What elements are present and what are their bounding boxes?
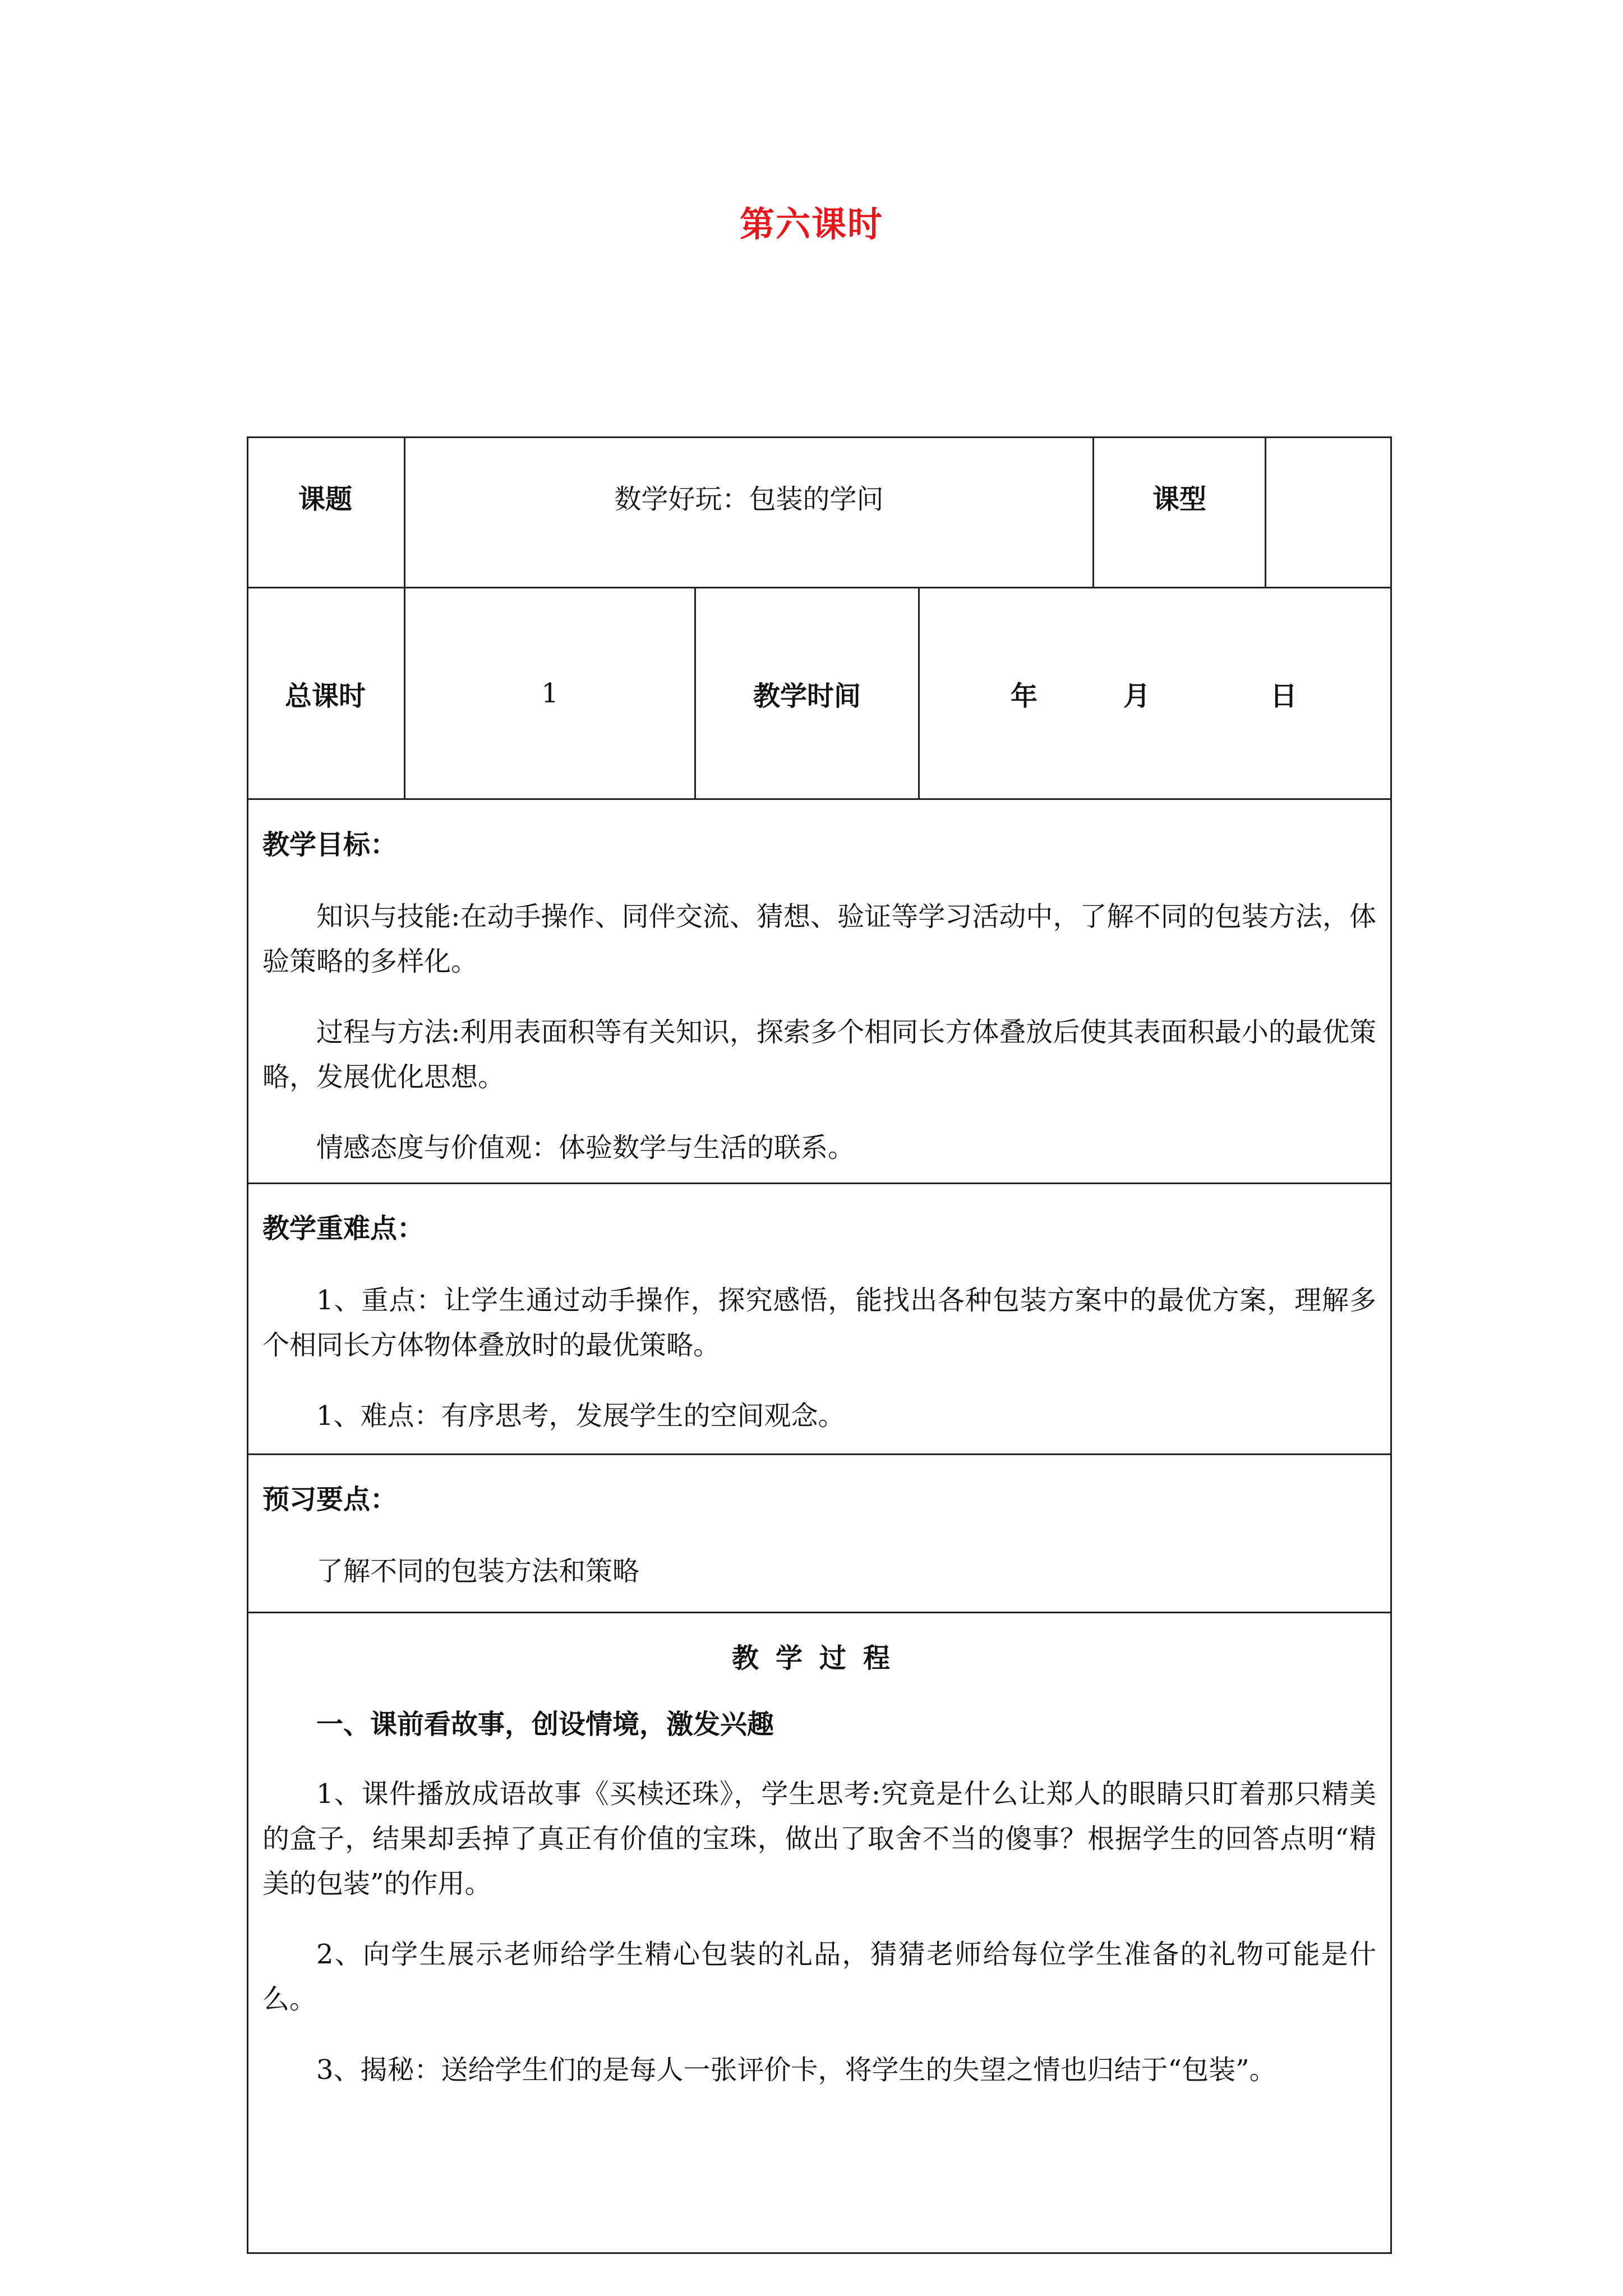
objective-item: 情感态度与价值观：体验数学与生活的联系。 xyxy=(316,1132,855,1163)
key-point-item: 1、重点：让学生通过动手操作，探究感悟，能找出各种包装方案中的最优方案，理解多个相同长方体物体叠放时的最优策略。 xyxy=(262,1285,1376,1361)
preview-section xyxy=(262,1477,1376,1619)
type-label: 课型 xyxy=(1152,483,1206,515)
process-subheading: 一、课前看故事，创设情境，激发兴趣 xyxy=(316,1709,774,1740)
lesson-plan-table xyxy=(247,436,1392,2254)
date-year: 年 xyxy=(1011,680,1038,712)
page-title: 第六课时 xyxy=(739,204,883,245)
objectives-section xyxy=(262,822,1376,1196)
preview-heading: 预习要点： xyxy=(262,1484,398,1515)
process-heading: 教学过程 xyxy=(731,1642,907,1674)
key-point-item: 1、难点：有序思考，发展学生的空间观念。 xyxy=(316,1400,845,1432)
type-value xyxy=(1266,436,1390,556)
teaching-date xyxy=(920,588,1390,798)
objective-item: 过程与方法:利用表面积等有关知识，探索多个相同长方体叠放后使其表面积最小的最优策略，发展优化思想。 xyxy=(262,1016,1376,1093)
row-divider xyxy=(247,798,1392,800)
teaching-time-label: 教学时间 xyxy=(753,680,861,712)
process-item: 2、向学生展示老师给学生精心包装的礼品，猜猜老师给每位学生准备的礼物可能是什么。 xyxy=(262,1939,1376,2015)
topic-value: 数学好玩：包装的学问 xyxy=(614,483,884,515)
total-hours-label: 总课时 xyxy=(284,680,366,712)
date-month: 月 xyxy=(1123,680,1151,712)
date-day: 日 xyxy=(1270,680,1298,712)
process-item: 3、揭秘：送给学生们的是每人一张评价卡，将学生的失望之情也归结于“包装”。 xyxy=(316,2054,1276,2086)
process-section xyxy=(262,1636,1376,2118)
objectives-heading: 教学目标： xyxy=(262,829,398,861)
table-border-right xyxy=(1390,436,1392,2254)
total-hours-value: 1 xyxy=(541,678,559,709)
topic-label: 课题 xyxy=(298,483,352,515)
objective-item: 知识与技能:在动手操作、同伴交流、猜想、验证等学习活动中，了解不同的包装方法，体验策略的多样化。 xyxy=(262,901,1376,977)
key-points-section xyxy=(262,1206,1376,1464)
table-border-bottom xyxy=(247,2252,1392,2254)
preview-item: 了解不同的包装方法和策略 xyxy=(316,1556,640,1587)
key-points-heading: 教学重难点： xyxy=(262,1213,425,1244)
process-item: 1、课件播放成语故事《买椟还珠》，学生思考:究竟是什么让郑人的眼睛只盯着那只精美的盒子，结果却丢掉了真正有价值的宝珠，做出了取舍不当的傻事？根据学生的回答点明“精美的包装”的作用。 xyxy=(262,1778,1376,1899)
